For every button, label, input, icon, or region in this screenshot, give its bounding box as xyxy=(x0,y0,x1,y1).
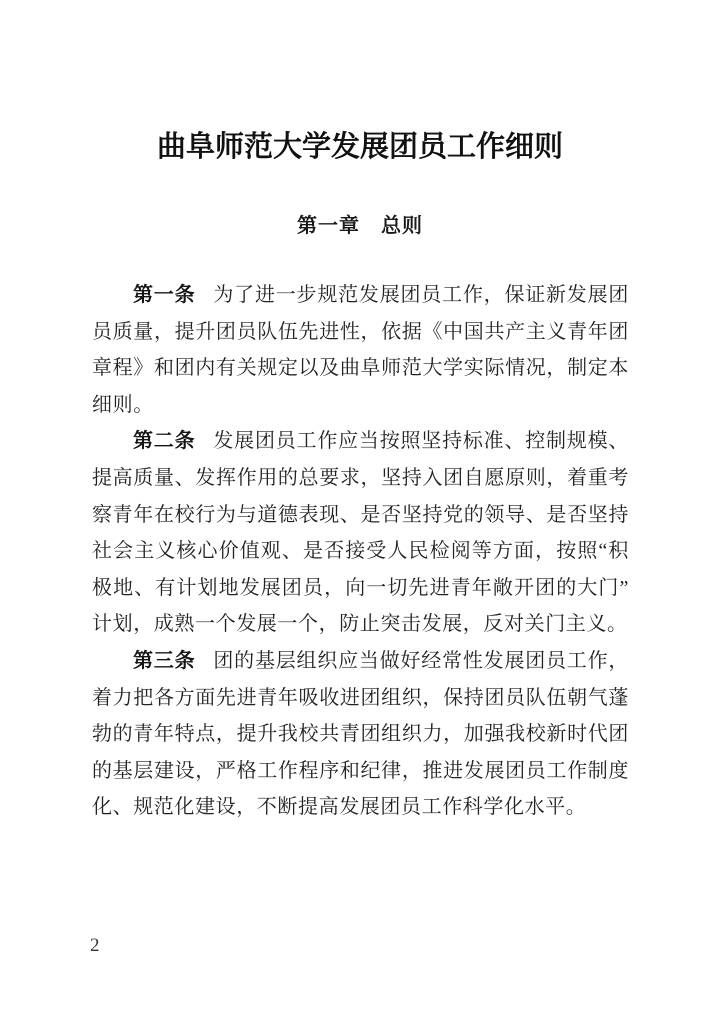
document-title: 曲阜师范大学发展团员工作细则 xyxy=(156,131,563,163)
document-body xyxy=(92,277,629,826)
article-1-number: 第一条 xyxy=(133,284,196,306)
article-paragraph-2 xyxy=(92,423,629,643)
article-paragraph-1 xyxy=(92,277,629,423)
page-number: 2 xyxy=(90,935,100,956)
article-1-text: 为了进一步规范发展团员工作，保证新发展团员质量，提升团员队伍先进性，依据《中国共产主义青年团章程》和团内有关规定以及曲阜师范大学实际情况，制定本细则。 xyxy=(92,284,629,416)
article-3-number: 第三条 xyxy=(133,649,196,672)
article-3-text: 团的基层组织应当做好经常性发展团员工作，着力把各方面先进青年吸收进团组织，保持团员队伍朝气蓬勃的青年特点，提升我校共青团组织力，加强我校新时代团的基层建设，严格工作程序和纪律，推进发展团员工作制度化、规范化建设，不断提高发展团员工作科学化水平。 xyxy=(92,649,629,819)
article-2-number: 第二条 xyxy=(133,430,196,453)
article-paragraph-3 xyxy=(92,643,629,826)
chapter-heading: 第一章 总则 xyxy=(297,215,423,237)
article-2-text: 发展团员工作应当按照坚持标准、控制规模、提高质量、发挥作用的总要求，坚持入团自愿原则，着重考察青年在校行为与道德表现、是否坚持党的领导、是否坚持社会主义核心价值观、是否接受人民检阅等方面，按照“积极地、有计划地发展团员，向一切先进青年敞开团的大门”计划，成熟一个发展一个，防止突击发展，反对关门主义。 xyxy=(92,430,629,636)
